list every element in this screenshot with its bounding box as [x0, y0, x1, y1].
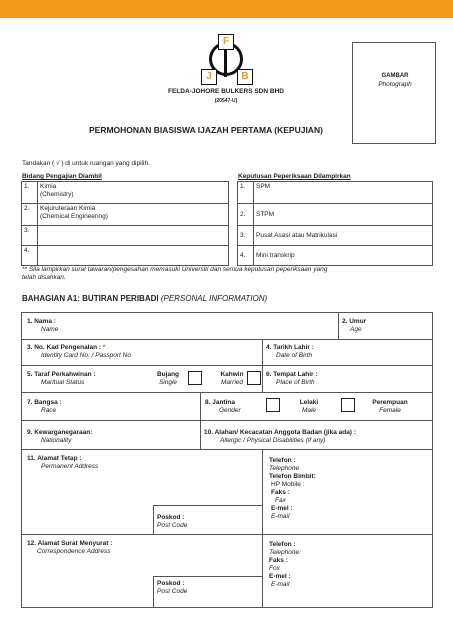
row-label: Kimia — [40, 183, 57, 190]
dob-sub-label: Date of Birth — [276, 352, 313, 359]
postcode-sub-label: Post Code — [157, 522, 188, 529]
row-number: 4. — [22, 246, 38, 266]
photograph-box[interactable] — [352, 42, 436, 144]
row-label: Pusat Asasi atau Matrikulasi — [254, 226, 433, 246]
row-number: 1. — [238, 182, 254, 204]
row-cell — [38, 246, 229, 266]
row-number: 3. — [22, 226, 38, 246]
instruction-text: Tandakan ( √ ) di untuk ruangan yang dipilih. — [22, 160, 150, 167]
photo-label: GAMBAR — [381, 73, 409, 79]
gender-field — [205, 399, 241, 415]
logo-letter-b: B — [237, 69, 253, 85]
section-title: BAHAGIAN A1: BUTIRAN PERIBADI — [22, 294, 159, 303]
table-row[interactable] — [22, 226, 229, 246]
nationality-sub-label: Nationality — [41, 437, 72, 444]
row-label: SPM — [254, 182, 433, 204]
fax-label: Faks : — [271, 489, 290, 496]
nationality-field[interactable] — [27, 429, 92, 445]
row-number: 2. — [22, 204, 38, 226]
pob-field[interactable] — [266, 371, 318, 387]
logo-letter-j: J — [201, 69, 217, 85]
row-label: STPM — [254, 204, 433, 226]
attachment-note-line1: ** Sila lampirkan surat tawaran/pengesahan memasuki Universiti dan semua keputusan peperiksaan yang — [22, 266, 328, 273]
female-option-label: Perempuan — [372, 399, 408, 406]
age-label: 2. Umur — [342, 318, 367, 325]
marital-label: 5. Taraf Perkahwinan : — [27, 371, 96, 378]
postcode-label: Poskod : — [157, 514, 185, 521]
allergy-label: 10. Alahan/ Kecacatan Anggota Badan (jika ada) : — [204, 429, 356, 436]
section-subtitle: (PERSONAL INFORMATION) — [160, 294, 268, 303]
row-number: 3. — [238, 226, 254, 246]
row-label: Kejuruteraan Kimia — [40, 205, 96, 212]
fax-sub-label: Fax — [275, 497, 286, 504]
row-label: Mini transkrip — [254, 246, 433, 266]
male-option-label: Lelaki — [299, 399, 319, 406]
mail-contact-block[interactable] — [269, 541, 301, 589]
mail-postcode-label: Poskod : — [157, 580, 185, 587]
mail-email-sub-label: E-mail — [271, 581, 290, 588]
row-cell — [38, 204, 229, 226]
gender-label: 8. Jantina — [205, 399, 235, 406]
table-row[interactable] — [238, 226, 433, 246]
table-row[interactable] — [238, 182, 433, 204]
age-field[interactable] — [342, 318, 366, 334]
race-label: 7. Bangsa : — [27, 399, 62, 406]
dob-label: 4. Tarikh Lahir : — [266, 344, 314, 351]
gender-sub-label: Gender — [219, 407, 241, 414]
mail-address-label: 12. Alamat Surat Menyurat : — [27, 540, 113, 547]
address-sub-label: Permanent Address — [41, 463, 99, 470]
race-sub-label: Race — [41, 407, 57, 414]
allergy-field[interactable] — [204, 429, 356, 445]
row-sub-label: (Chemical Engineering) — [40, 212, 108, 220]
table-row[interactable] — [238, 246, 433, 266]
table-row[interactable] — [22, 204, 229, 226]
company-reg-no: (20547-U) — [214, 98, 238, 104]
education-table — [21, 181, 229, 266]
marital-sub-label: Maritual Status — [41, 379, 85, 386]
top-color-bar — [0, 0, 453, 18]
telephone-label: Telefon : — [269, 457, 296, 464]
single-checkbox[interactable] — [188, 371, 202, 385]
mail-telephone-label: Telefon : — [269, 541, 296, 548]
ic-sub-label: Identity Card No. / Passport No — [41, 352, 131, 359]
married-option-label: Kahwin — [220, 371, 244, 378]
mobile-sub-label: HP Mobile : — [271, 481, 305, 488]
single-option-label: Bujang — [156, 371, 180, 378]
education-table-header: Bidang Pengajian Diambil — [22, 173, 102, 180]
ic-label: 3. No. Kad Pengenalan : — [27, 344, 102, 351]
mobile-label: Telefon Bimbit: — [269, 473, 316, 480]
name-field[interactable] — [27, 318, 58, 334]
required-star: * — [102, 344, 106, 351]
female-checkbox[interactable] — [341, 398, 355, 412]
attachment-note-line2: telah disahkan. — [22, 274, 66, 281]
mail-telephone-sub-label: Telephone: — [269, 549, 301, 556]
company-logo — [197, 33, 257, 88]
logo-letter-f: F — [218, 34, 234, 50]
row-number: 4. — [238, 246, 254, 266]
row-number: 2. — [238, 204, 254, 226]
section-heading — [22, 294, 267, 304]
married-checkbox[interactable] — [247, 371, 261, 385]
mail-postcode-field[interactable] — [157, 580, 187, 596]
email-label: E-mel : — [271, 505, 293, 512]
mail-postcode-sub-label: Post Code — [157, 588, 188, 595]
telephone-sub-label: Telephone — [269, 465, 300, 472]
address-label: 11. Alamat Tetap : — [27, 455, 82, 462]
table-row[interactable] — [22, 246, 229, 266]
marital-field — [27, 371, 96, 387]
address-contact-block[interactable] — [269, 457, 316, 521]
correspondence-address-field[interactable] — [27, 540, 112, 556]
pob-sub-label: Place of Birth — [276, 379, 315, 386]
male-option-sub-label: Male — [301, 407, 317, 414]
mail-fax-sub-label: Fox — [269, 565, 280, 572]
company-name: FELDA-JOHORE BULKERS SDN BHD — [168, 88, 284, 95]
single-option-sub-label: Single — [158, 379, 178, 386]
table-row[interactable] — [238, 204, 433, 226]
row-cell — [38, 226, 229, 246]
name-sub-label: Name — [41, 326, 59, 333]
mail-fax-label: Faks : — [269, 557, 288, 564]
male-checkbox[interactable] — [266, 398, 280, 412]
table-row[interactable] — [22, 182, 229, 204]
married-option-sub-label: Married — [220, 379, 244, 386]
results-table-header: Keputusan Peperiksaan Dilampirkan — [238, 173, 351, 180]
allergy-sub-label: Allergic / Physical Disabilities (if any) — [220, 437, 326, 444]
photo-sub-label: Photograph — [378, 81, 412, 88]
name-label: 1. Nama : — [27, 318, 56, 325]
female-option-sub-label: Female — [379, 407, 401, 414]
nationality-label: 9. Kewarganegaraan: — [27, 429, 93, 436]
mail-email-label: E-mel : — [269, 573, 291, 580]
row-number: 1. — [22, 182, 38, 204]
email-sub-label: E-mail — [271, 513, 290, 520]
row-sub-label: (Chemistry) — [40, 190, 74, 198]
permanent-address-field[interactable] — [27, 455, 98, 471]
age-sub-label: Age — [350, 326, 362, 333]
race-field[interactable] — [27, 399, 62, 415]
mail-address-sub-label: Correspondence Address — [37, 548, 111, 555]
row-cell — [38, 182, 229, 204]
address-postcode-field[interactable] — [157, 514, 187, 530]
dob-field[interactable] — [266, 344, 314, 360]
form-title: PERMOHONAN BIASISWA IJAZAH PERTAMA (KEPUJIAN) — [89, 125, 323, 135]
pob-label: 6. Tempat Lahir : — [266, 371, 318, 378]
ic-field[interactable] — [27, 344, 131, 360]
results-table — [237, 181, 433, 266]
